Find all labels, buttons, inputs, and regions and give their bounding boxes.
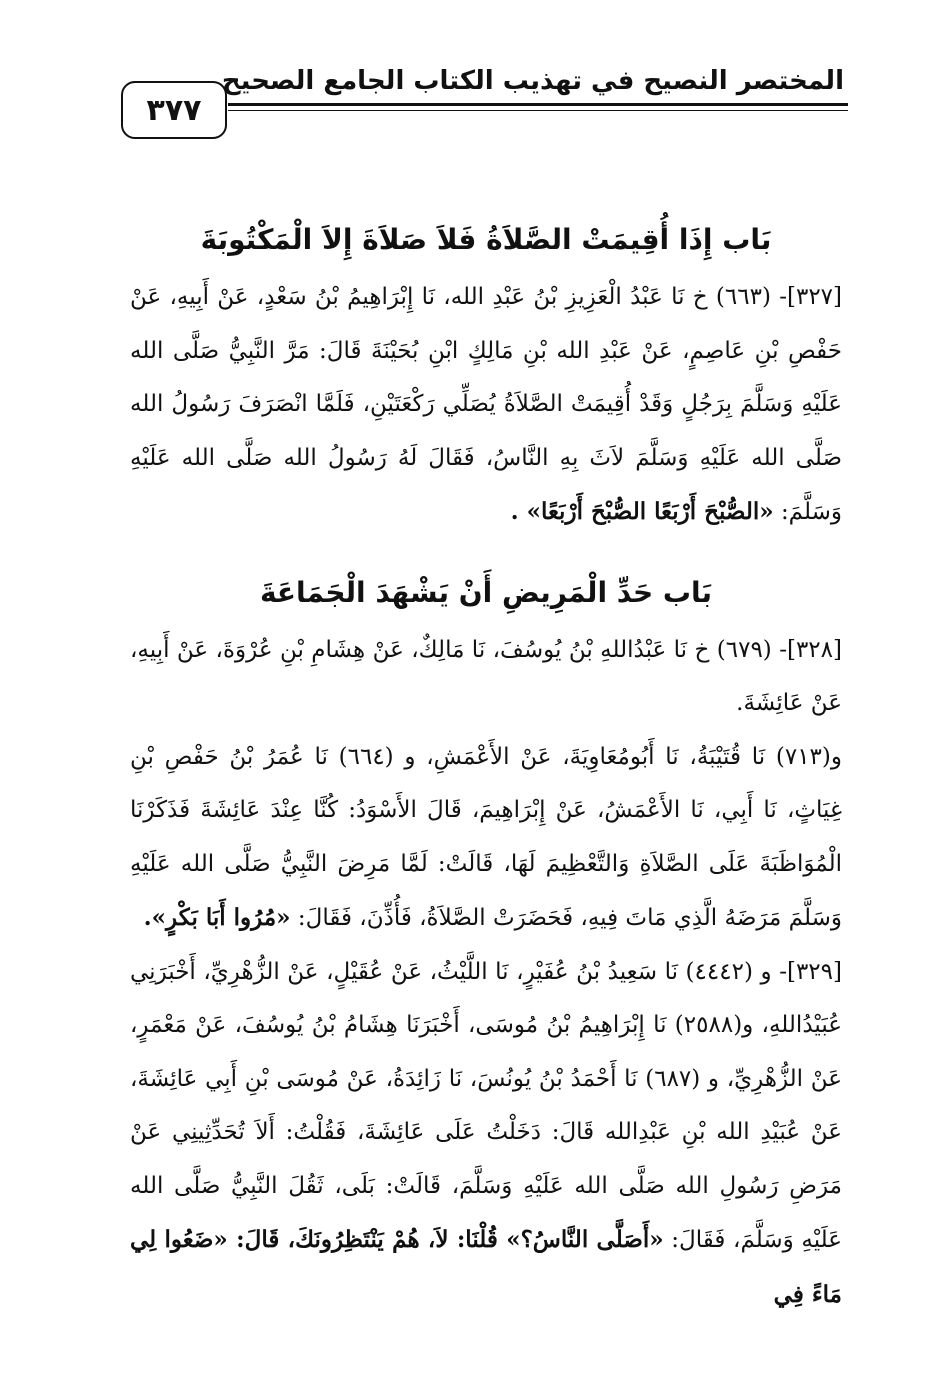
chapter-heading: بَاب حَدِّ الْمَرِيضِ أَنْ يَشْهَدَ الْجَمَاعَةَ — [259, 575, 713, 609]
header-rule — [228, 103, 848, 106]
hadith-number: [٣٢٨]- — [779, 636, 842, 663]
page-content — [130, 205, 842, 1322]
hadith-quote: «أَصَلَّى النَّاسُ؟» قُلْنَا: لاَ، هُمْ يَنْتَظِرُونَكَ، قَالَ: «ضَعُوا لِي مَاءً فِي — [130, 1226, 842, 1308]
hadith-number: [٣٢٧]- — [779, 284, 843, 310]
hadith-text: (٦٦٣) خ نَا عَبْدُ الْعَزِيزِ بْنُ عَبْدِ الله، نَا إِبْرَاهِيمُ بْنُ سَعْدٍ، عَنْ أَبِيهِ، عَنْ حَفْصِ بْنِ عَاصِمٍ، عَنْ عَبْدِ الله بْنِ مَالِكٍ ابْنِ بُحَيْنَةَ قَالَ: مَرَّ النَّبِيُّ صَلَّى الله عَلَيْهِ وَسَلَّمَ بِرَجُلٍ وَقَدْ أُقِيمَتْ الصَّلاَةُ يُصَلِّي رَكْعَتَيْنِ، فَلَمَّا انْصَرَفَ رَسُولُ الله صَلَّى الله عَلَيْهِ وَسَلَّمَ لاَثَ بِهِ النَّاسُ، فَقَالَ لَهُ رَسُولُ الله صَلَّى الله عَلَيْهِ وَسَلَّمَ: — [130, 284, 842, 525]
hadith-paragraph — [130, 271, 842, 540]
hadith-paragraph — [130, 624, 842, 731]
hadith-paragraph — [130, 946, 842, 1323]
hadith-paragraph — [130, 731, 842, 946]
hadith-text: و (٤٤٤٢) نَا سَعِيدُ بْنُ عُفَيْرٍ، نَا اللَّيْثُ، عَنْ عُقَيْلٍ، عَنْ الزُّهْرِيِّ، أَخْبَرَنِي عُبَيْدُاللهِ، و(٢٥٨٨) نَا إِبْرَاهِيمُ بْنُ مُوسَى، أَخْبَرَنَا هِشَامُ بْنُ يُوسُفَ، عَنْ مَعْمَرٍ، عَنْ الزُّهْرِيِّ، و (٦٨٧) نَا أَحْمَدُ بْنُ يُونُسَ، نَا زَائِدَةُ، عَنْ مُوسَى بْنِ أَبِي عَائِشَةَ، عَنْ عُبَيْدِ الله بْنِ عَبْدِالله قَالَ: دَخَلْتُ عَلَى عَائِشَةَ، فَقُلْتُ: أَلاَ تُحَدِّثِينِي عَنْ مَرَضِ رَسُولِ الله صَلَّى الله عَلَيْهِ وَسَلَّمَ، قَالَتْ: بَلَى، ثَقُلَ النَّبِيُّ صَلَّى الله عَلَيْهِ وَسَلَّمَ، فَقَالَ: — [130, 958, 842, 1253]
hadith-quote: «الصُّبْحَ أَرْبَعًا الصُّبْحَ أَرْبَعًا» . — [510, 498, 774, 525]
hadith-number: [٣٢٩]- — [779, 958, 842, 985]
hadith-text: و(٧١٣) نَا قُتَيْبَةُ، نَا أَبُومُعَاوِيَةَ، عَنْ الأَعْمَشِ، و (٦٦٤) نَا عُمَرُ بْنُ حَفْصِ بْنِ غِيَاثٍ، نَا أَبِي، نَا الأَعْمَشُ، عَنْ إِبْرَاهِيمَ، قَالَ الأَسْوَدُ: كُنَّا عِنْدَ عَائِشَةَ فَذَكَرْنَا الْمُوَاظَبَةَ عَلَى الصَّلاَةِ وَالتَّعْظِيمَ لَهَا، قَالَتْ: لَمَّا مَرِضَ النَّبِيُّ صَلَّى الله عَلَيْهِ وَسَلَّمَ مَرَضَهُ الَّذِي مَاتَ فِيهِ، فَحَضَرَتْ الصَّلاَةُ، فَأُذِّنَ، فَقَالَ: — [130, 743, 842, 931]
hadith-text: (٦٧٩) خ نَا عَبْدُاللهِ بْنُ يُوسُفَ، نَا مَالِكٌ، عَنْ هِشَامِ بْنِ عُرْوَةَ، عَنْ أَبِيهِ، عَنْ عَائِشَةَ. — [130, 636, 842, 716]
header-rule-thin — [228, 110, 848, 111]
page-number: ٣٧٧ — [121, 81, 227, 139]
chapter-heading: بَاب إِذَا أُقِيمَتْ الصَّلاَةُ فَلاَ صَلاَةَ إِلاَ الْمَكْتُوبَةَ — [200, 223, 772, 256]
hadith-quote: «مُرُوا أَبَا بَكْرٍ». — [143, 904, 291, 931]
running-header-title: المختصر النصيح في تهذيب الكتاب الجامع الصحيح — [221, 66, 844, 96]
